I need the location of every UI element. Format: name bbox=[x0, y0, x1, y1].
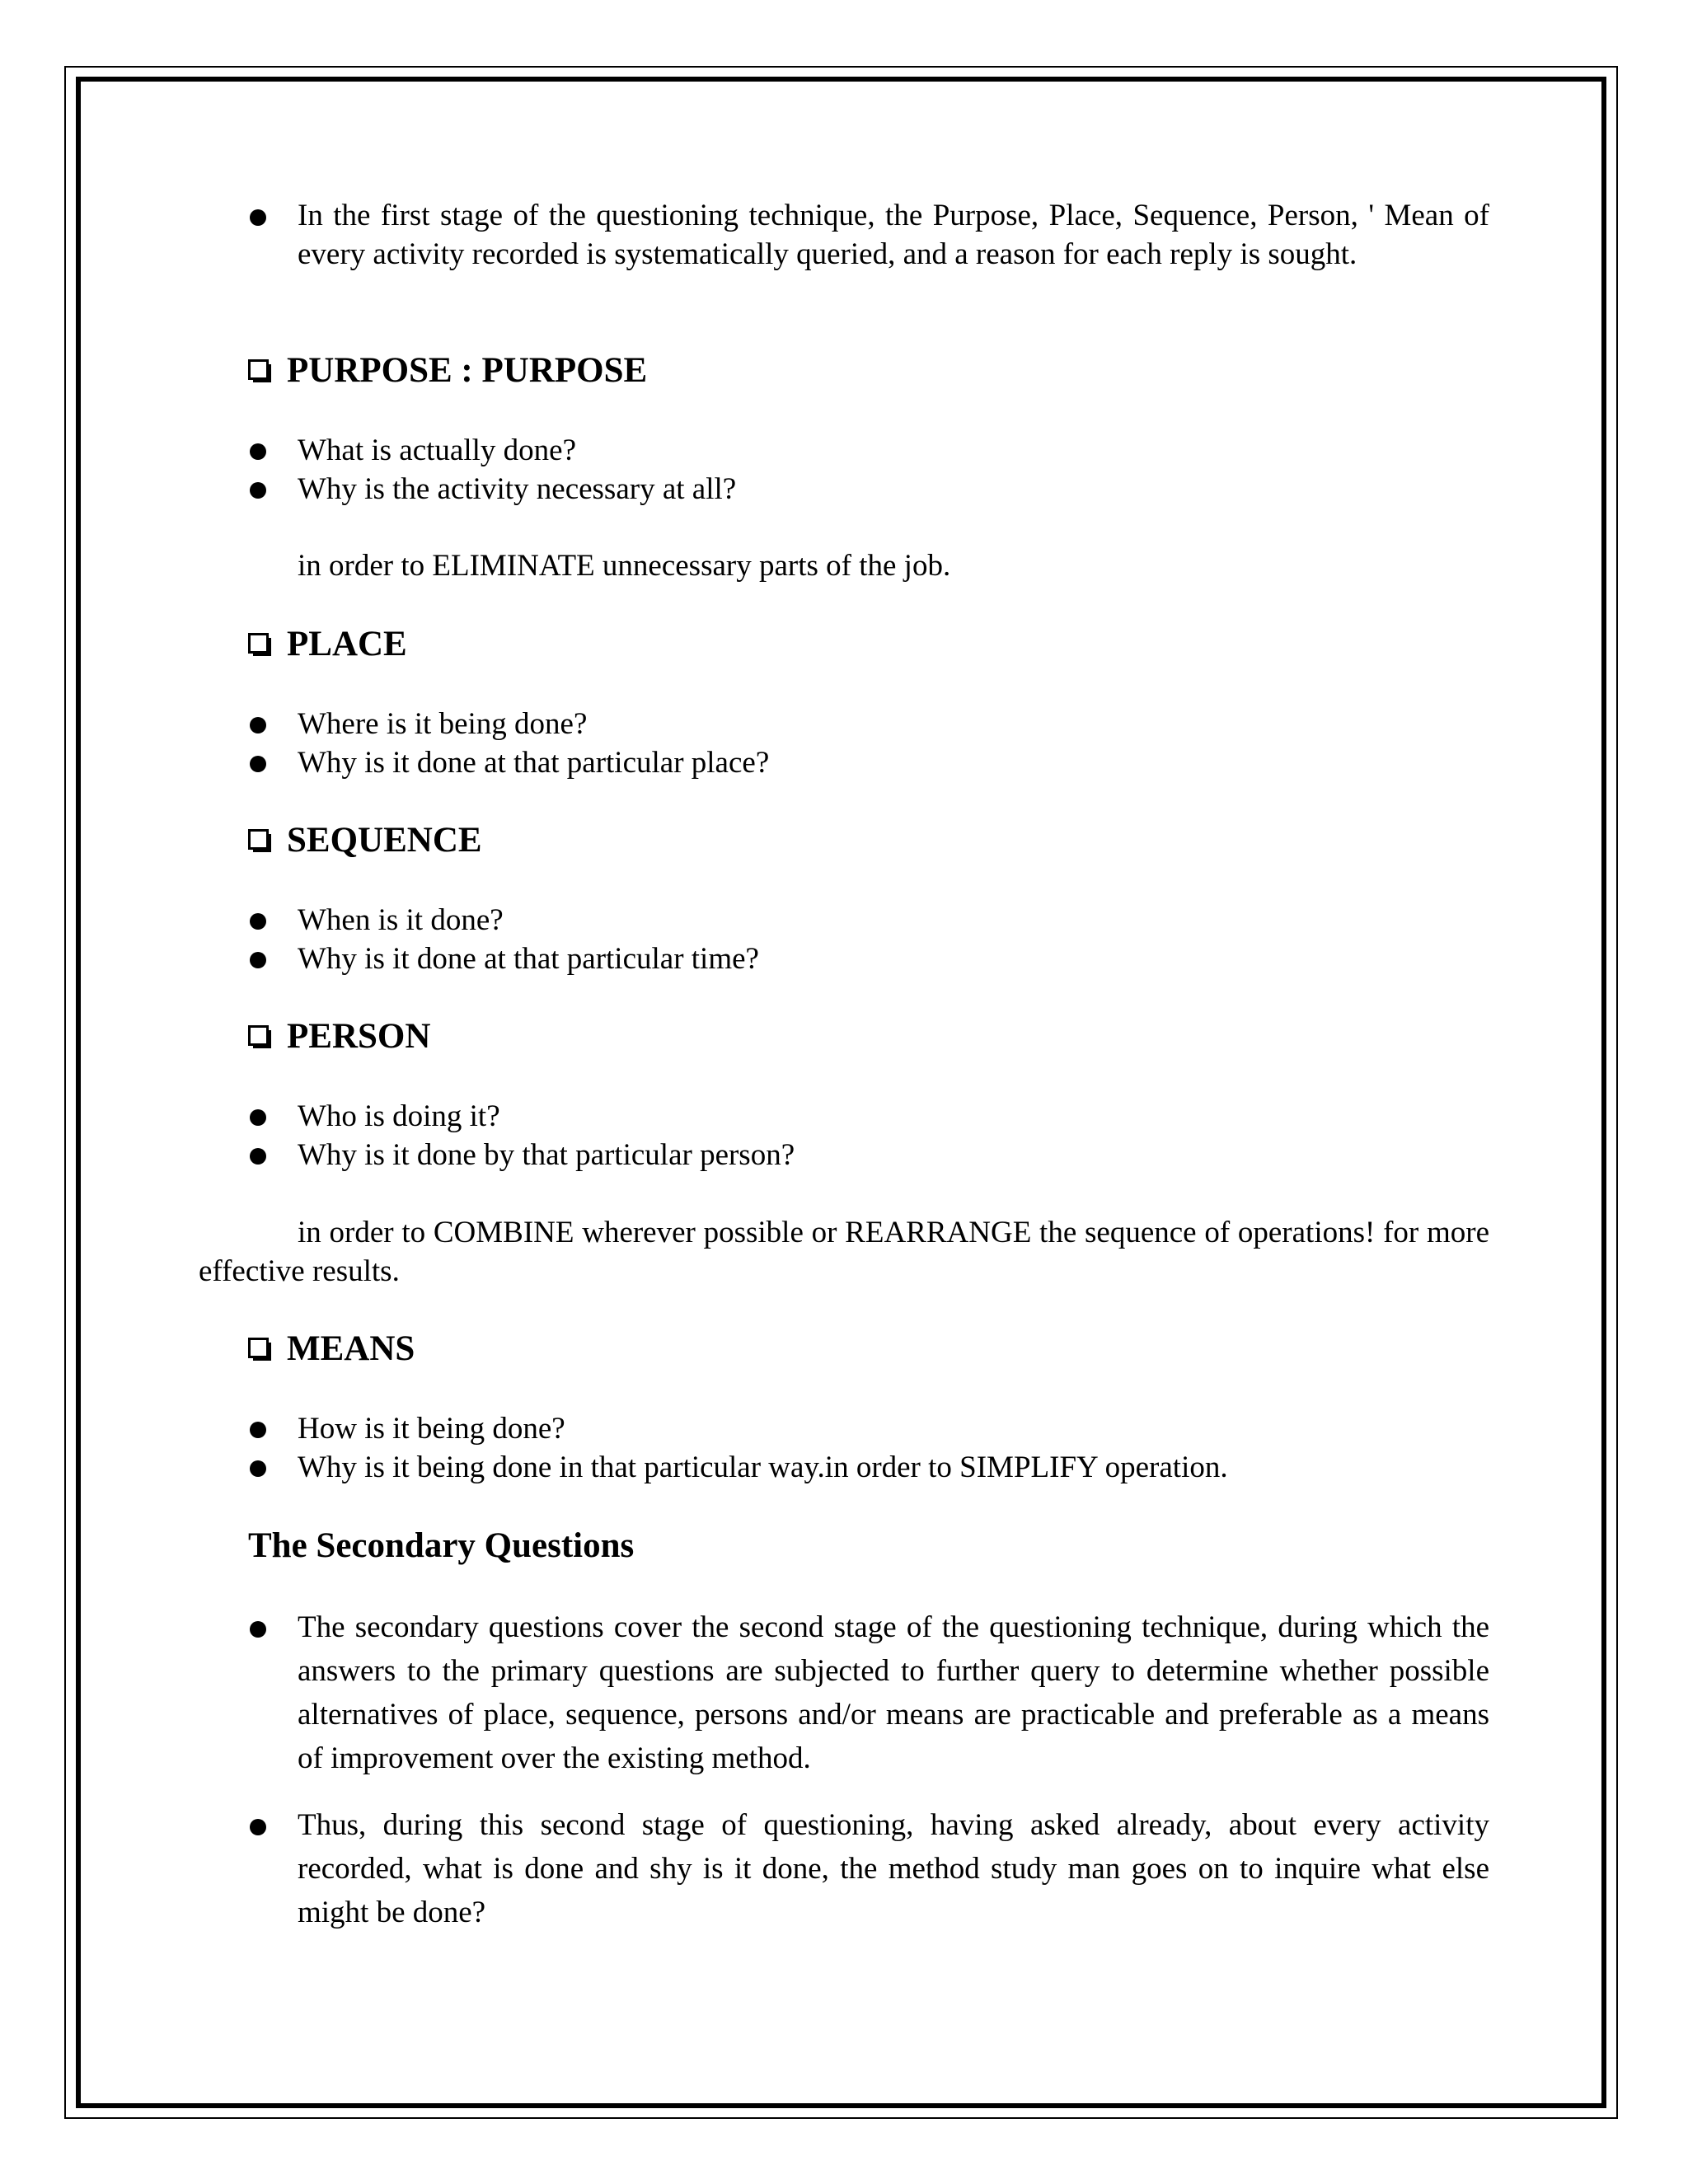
bullet-icon bbox=[250, 952, 266, 968]
bullet-icon bbox=[250, 1621, 266, 1638]
checkbox-icon bbox=[248, 633, 269, 654]
list-item: Where is it being done? bbox=[298, 707, 588, 741]
list-item: How is it being done? bbox=[298, 1412, 565, 1446]
bullet-icon bbox=[250, 482, 266, 499]
bullet-icon bbox=[250, 1422, 266, 1438]
section-heading-place: PLACE bbox=[248, 624, 407, 665]
list-item: Why is the activity necessary at all? bbox=[298, 472, 737, 506]
checkbox-icon bbox=[248, 829, 269, 850]
bullet-icon bbox=[250, 717, 266, 733]
bullet-icon bbox=[250, 443, 266, 460]
checkbox-icon bbox=[248, 1025, 269, 1046]
bullet-icon bbox=[250, 1460, 266, 1477]
list-item: Why is it done at that particular place? bbox=[298, 746, 770, 780]
section-heading-person: PERSON bbox=[248, 1016, 430, 1057]
bullet-icon bbox=[250, 1109, 266, 1126]
list-item: Who is doing it? bbox=[298, 1099, 500, 1133]
checkbox-icon bbox=[248, 1338, 269, 1358]
intro-paragraph: In the first stage of the questioning technique, the Purpose, Place, Sequence, Person, ' Mean of every activity recorded is systematically queried, and a reason for each reply is sought. bbox=[298, 199, 1489, 271]
section-title-secondary: The Secondary Questions bbox=[248, 1526, 635, 1565]
section-heading-sequence: SEQUENCE bbox=[248, 820, 482, 861]
list-item: Why is it done at that particular time? bbox=[298, 942, 759, 976]
list-item: Why is it being done in that particular way.in order to SIMPLIFY operation. bbox=[298, 1451, 1228, 1484]
bullet-icon bbox=[250, 209, 266, 226]
secondary-paragraph: Thus, during this second stage of questioning, having asked already, about every activity recorded, what is done and shy is it done, the method study man goes on to inquire what else might be done? bbox=[298, 1808, 1489, 1929]
checkbox-icon bbox=[248, 359, 269, 380]
bullet-icon bbox=[250, 913, 266, 930]
bullet-icon bbox=[250, 1148, 266, 1165]
bullet-icon bbox=[250, 1819, 266, 1835]
purpose-note: in order to ELIMINATE unnecessary parts of the job. bbox=[298, 549, 951, 583]
bullet-icon bbox=[250, 756, 266, 772]
list-item: Why is it done by that particular person? bbox=[298, 1138, 795, 1172]
section-heading-purpose: PURPOSE : PURPOSE bbox=[248, 350, 647, 391]
secondary-paragraph: The secondary questions cover the second stage of the questioning technique, during which the answers to the primary questions are subjected to further query to determine whether possible alternatives of place, sequence, persons and/or means are practicable and preferable as a means of improvement over the existing method. bbox=[298, 1610, 1489, 1775]
list-item: When is it done? bbox=[298, 903, 504, 937]
list-item: What is actually done? bbox=[298, 434, 577, 467]
person-note: in order to COMBINE wherever possible or REARRANGE the sequence of operations! for more effective results. bbox=[199, 1216, 1489, 1288]
section-heading-means: MEANS bbox=[248, 1329, 415, 1370]
